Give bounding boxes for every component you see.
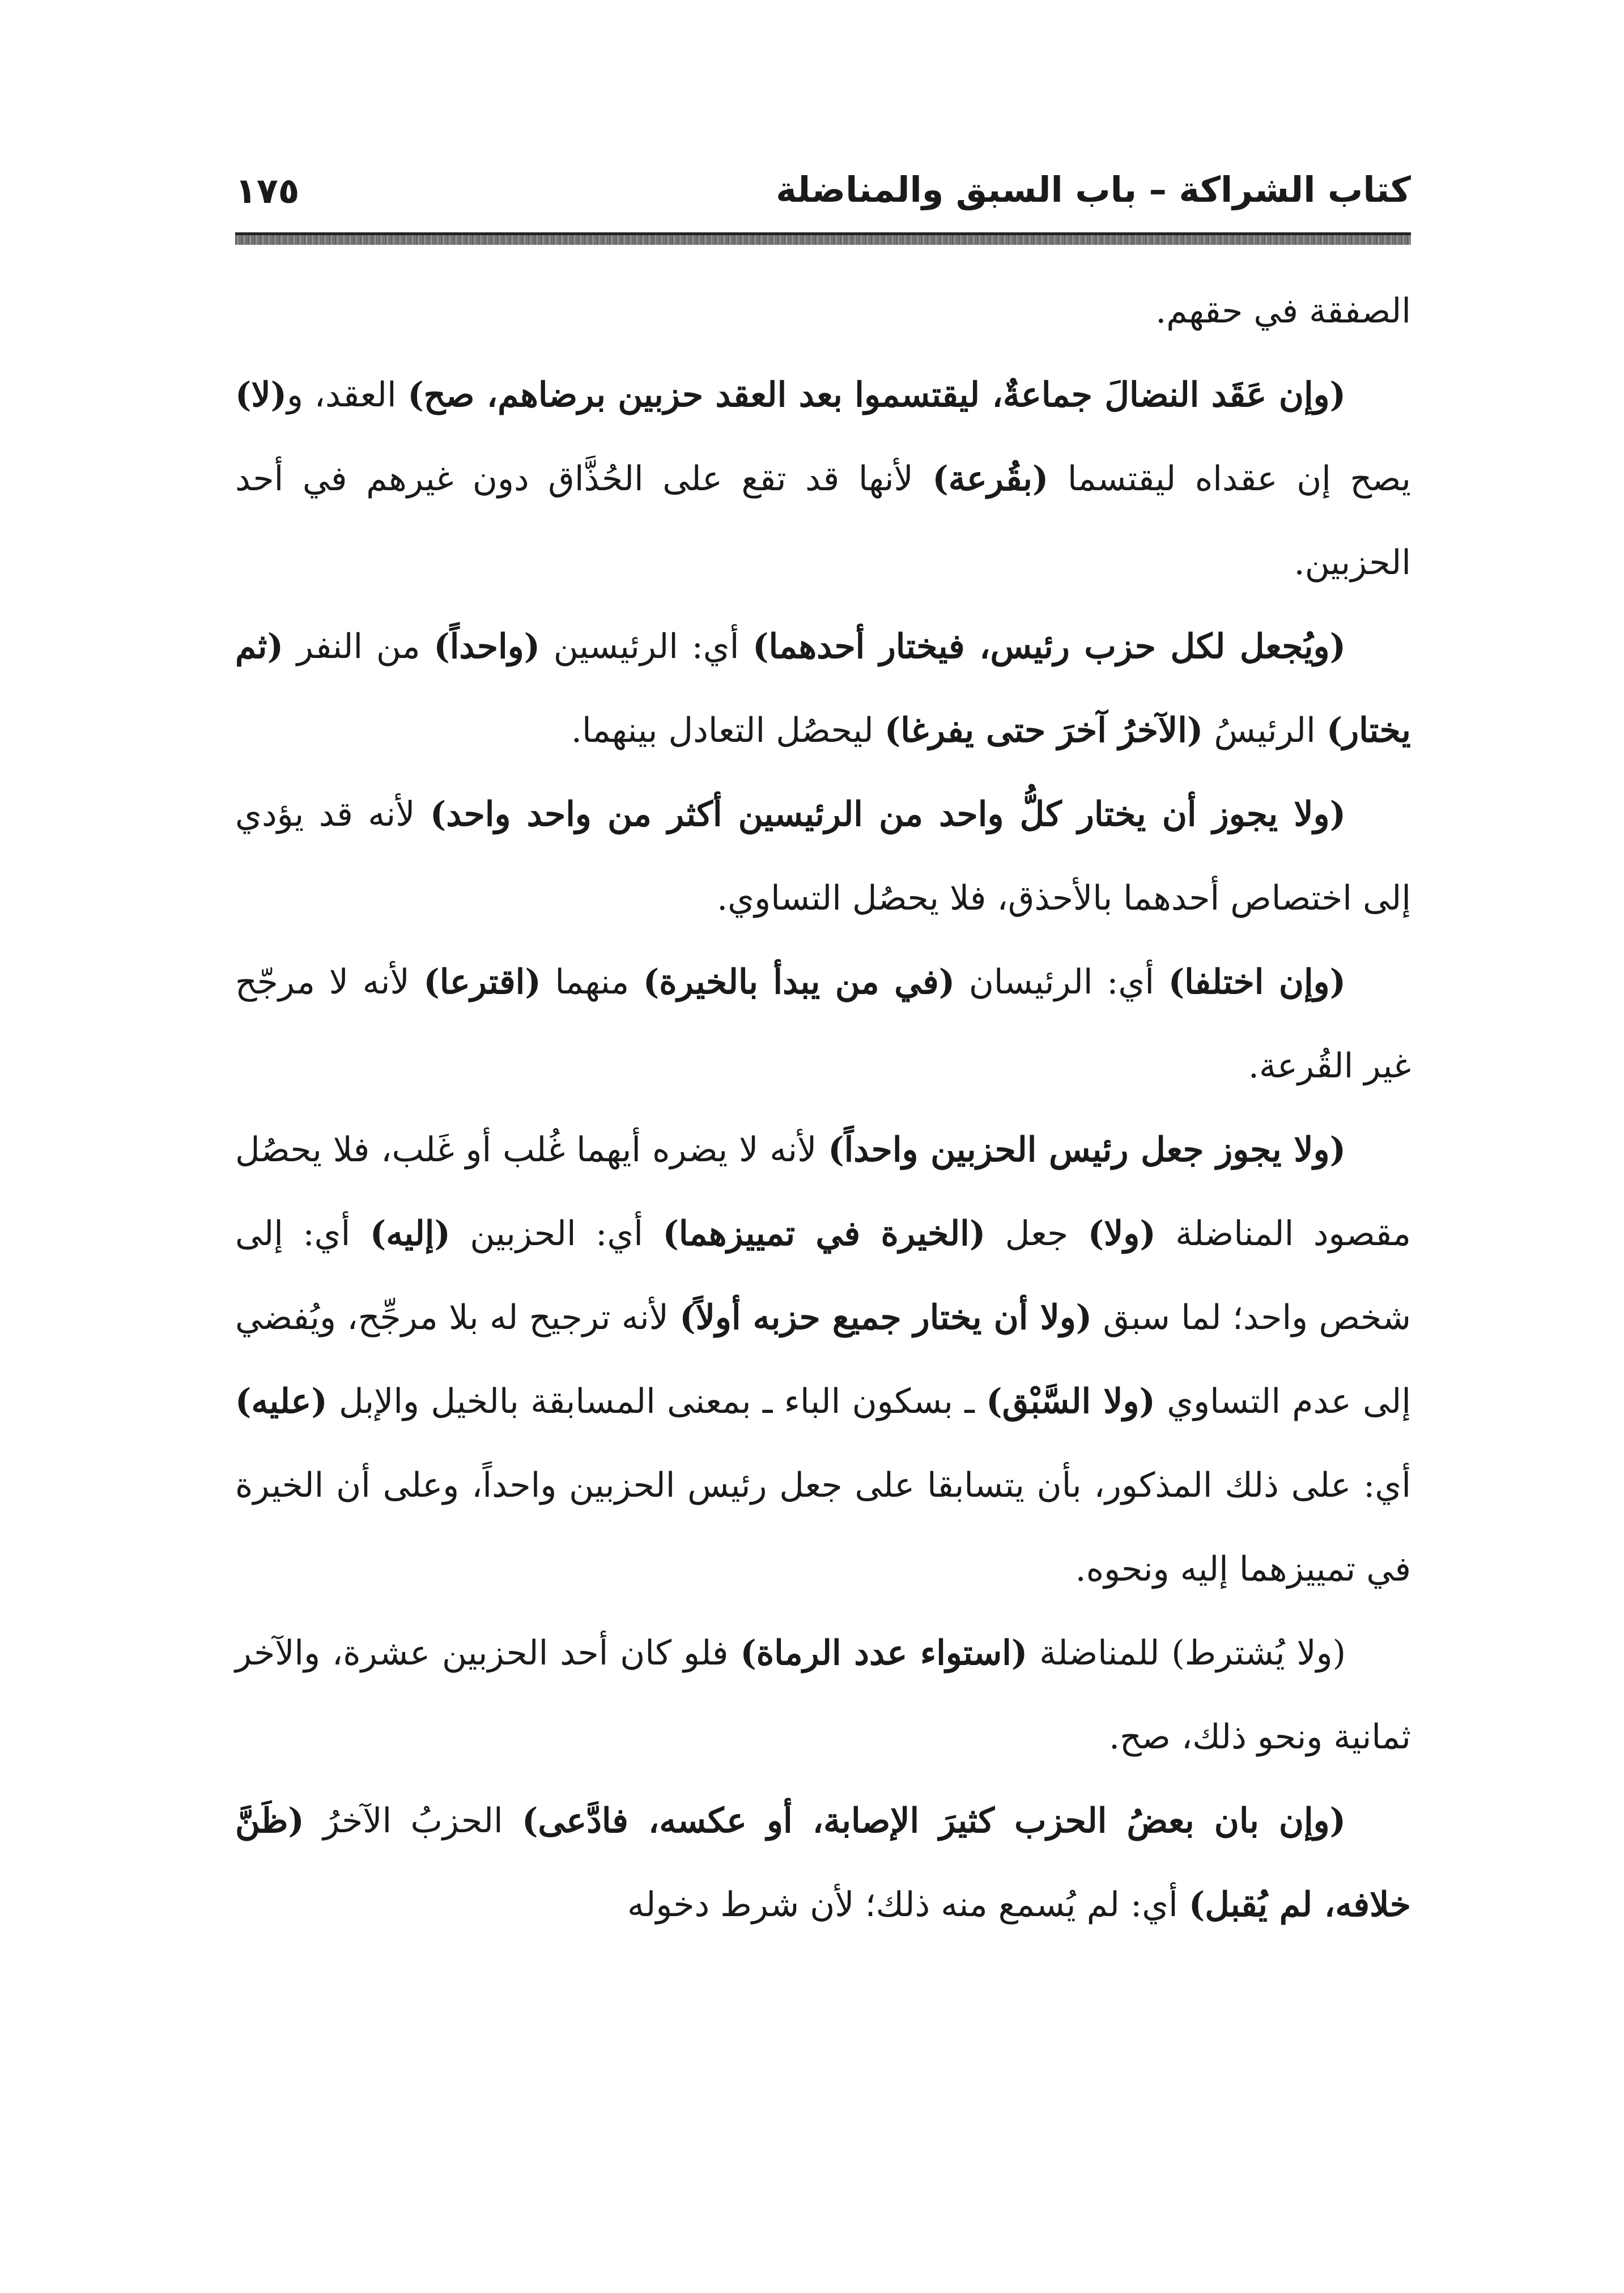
text-segment: العقد، و — [287, 375, 408, 415]
text-segment: ليحصُل التعادل بينهما. — [571, 711, 885, 750]
bold-text-segment: (ظَنَّ خلافه، لم يُقبل) — [235, 1801, 1411, 1925]
body-text — [235, 269, 1411, 1947]
bold-text-segment: (ولا) — [1087, 1214, 1156, 1254]
bold-text-segment: (إليه) — [369, 1214, 450, 1254]
paragraph — [235, 1779, 1411, 1947]
bold-text-segment: (ولا يجوز أن يختار كلُّ واحد من الرئيسين أكثر من واحد واحد) — [430, 795, 1346, 834]
bold-text-segment: (في من يبدأ بالخيرة) — [643, 962, 955, 1002]
paragraph — [235, 605, 1411, 772]
text-segment: لأنه لا مرجّح غير القُرعة. — [235, 962, 1411, 1086]
text-segment: لأنه لا يضره أيهما غُلب أو غَلب، فلا يحصُل مقصود المناضلة — [235, 1130, 1411, 1254]
text-segment: أي: الرئيسين — [540, 627, 753, 666]
text-segment: أي: على ذلك المذكور، بأن يتسابقا على جعل رئيس الحزبين واحداً، وعلى أن الخيرة في تمييزهما إليه ونحوه. — [235, 1466, 1411, 1589]
text-segment: ـ بسكون الباء ـ بمعنى المسابقة بالخيل والإبل — [327, 1382, 987, 1421]
text-segment: لأنه قد يؤدي إلى اختصاص أحدهما بالأحذق، فلا يحصُل التساوي. — [235, 795, 1411, 918]
text-segment: يصح إن عقداه ليقتسما — [1048, 459, 1411, 499]
text-segment: فلو كان أحد الحزبين عشرة، والآخر ثمانية ونحو ذلك، صح. — [235, 1633, 1411, 1757]
text-segment: أي: الرئيسان — [955, 962, 1168, 1002]
bold-text-segment: (عليه) — [235, 1382, 328, 1421]
text-segment: جعل — [985, 1214, 1088, 1254]
text-segment: منهما — [541, 962, 643, 1002]
page-header — [235, 164, 1411, 227]
bold-text-segment: (وإن بان بعضُ الحزب كثيرَ الإصابة، أو عكسه، فادَّعى) — [522, 1801, 1346, 1841]
bold-text-segment: (الخيرة في تمييزهما) — [662, 1214, 986, 1254]
bold-text-segment: (واحداً) — [433, 627, 541, 666]
bold-text-segment: (لا) — [235, 375, 287, 415]
paragraph — [235, 269, 1411, 353]
paragraph — [235, 940, 1411, 1108]
header-divider — [235, 232, 1411, 245]
text-segment: من النفر — [283, 627, 434, 666]
text-segment: الحزبُ الآخرُ — [304, 1801, 522, 1841]
text-segment: لأنه ترجيح له بلا مرجِّح، ويُفضي إلى عدم التساوي — [235, 1298, 1412, 1421]
bold-text-segment: (بقُرعة) — [932, 459, 1049, 499]
bold-text-segment: (ولا السَّبْق) — [986, 1382, 1155, 1421]
bold-text-segment: (ولا يجوز جعل رئيس الحزبين واحداً) — [828, 1130, 1346, 1170]
text-segment: (ولا يُشترط) — [1171, 1633, 1346, 1673]
bold-text-segment: (الآخرُ آخرَ حتى يفرغا) — [884, 711, 1204, 750]
paragraph — [235, 772, 1411, 940]
bold-text-segment: (وإن اختلفا) — [1168, 962, 1346, 1002]
text-segment: الرئيسُ — [1203, 711, 1327, 750]
page-number: ١٧٥ — [235, 170, 300, 211]
bold-text-segment: (وإن عَقَد النضالَ جماعةٌ، ليقتسموا بعد العقد حزبين برضاهم، صح) — [407, 375, 1346, 415]
paragraph — [235, 1611, 1411, 1779]
text-segment: لأنها قد تقع على الحُذَّاق دون غيرهم في أحد الحزبين. — [235, 459, 1411, 583]
text-segment: أي: الحزبين — [450, 1214, 663, 1254]
text-segment: للمناضلة — [1027, 1633, 1172, 1673]
bold-text-segment: (ثم يختار) — [235, 627, 1411, 750]
text-segment: أي: لم يُسمع منه ذلك؛ لأن شرط دخوله — [627, 1885, 1189, 1925]
paragraph — [235, 353, 1411, 605]
text-segment: الصفقة في حقهم. — [1155, 291, 1411, 331]
bold-text-segment: (ولا أن يختار جميع حزبه أولاً) — [679, 1298, 1092, 1337]
bold-text-segment: (ويُجعل لكل حزب رئيس، فيختار أحدهما) — [753, 627, 1346, 666]
bold-text-segment: (استواء عدد الرماة) — [740, 1633, 1028, 1673]
text-segment: أي: إلى شخص واحد؛ لما سبق — [235, 1214, 1411, 1337]
paragraph — [235, 1108, 1411, 1611]
running-title: كتاب الشراكة – باب السبق والمناضلة — [776, 169, 1411, 210]
bold-text-segment: (اقترعا) — [423, 962, 541, 1002]
